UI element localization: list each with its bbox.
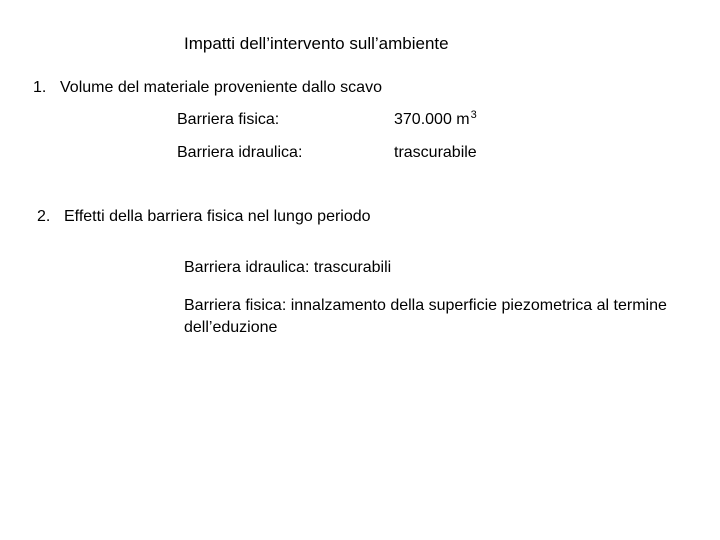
section-2-heading-text: Effetti della barriera fisica nel lungo periodo — [64, 208, 371, 225]
volume-value: 370.000 m — [394, 111, 470, 128]
section-2-heading — [37, 209, 371, 225]
page-title: Impatti dell’intervento sull’ambiente — [184, 34, 449, 53]
section-2-number: 2. — [37, 208, 51, 225]
row-value-barriera-idraulica: trascurabile — [394, 144, 477, 161]
row-value-barriera-fisica — [394, 109, 477, 128]
section-1-heading-text: Volume del materiale proveniente dallo scavo — [60, 79, 382, 96]
volume-unit-exponent: 3 — [470, 109, 477, 121]
section-1-heading — [33, 80, 382, 96]
effect-text: : innalzamento della superficie piezometrica al termine dell’eduzione — [184, 297, 667, 336]
row-label-barriera-idraulica: Barriera idraulica: — [177, 144, 303, 161]
effect-text: : trascurabili — [304, 259, 392, 276]
effect-barriera-idraulica — [184, 260, 391, 276]
row-label-barriera-fisica: Barriera fisica: — [177, 111, 280, 128]
effect-label: Barriera fisica — [184, 297, 282, 314]
effect-barriera-fisica — [184, 295, 684, 339]
effect-label: Barriera idraulica — [184, 259, 305, 276]
section-1-number: 1. — [33, 79, 47, 96]
